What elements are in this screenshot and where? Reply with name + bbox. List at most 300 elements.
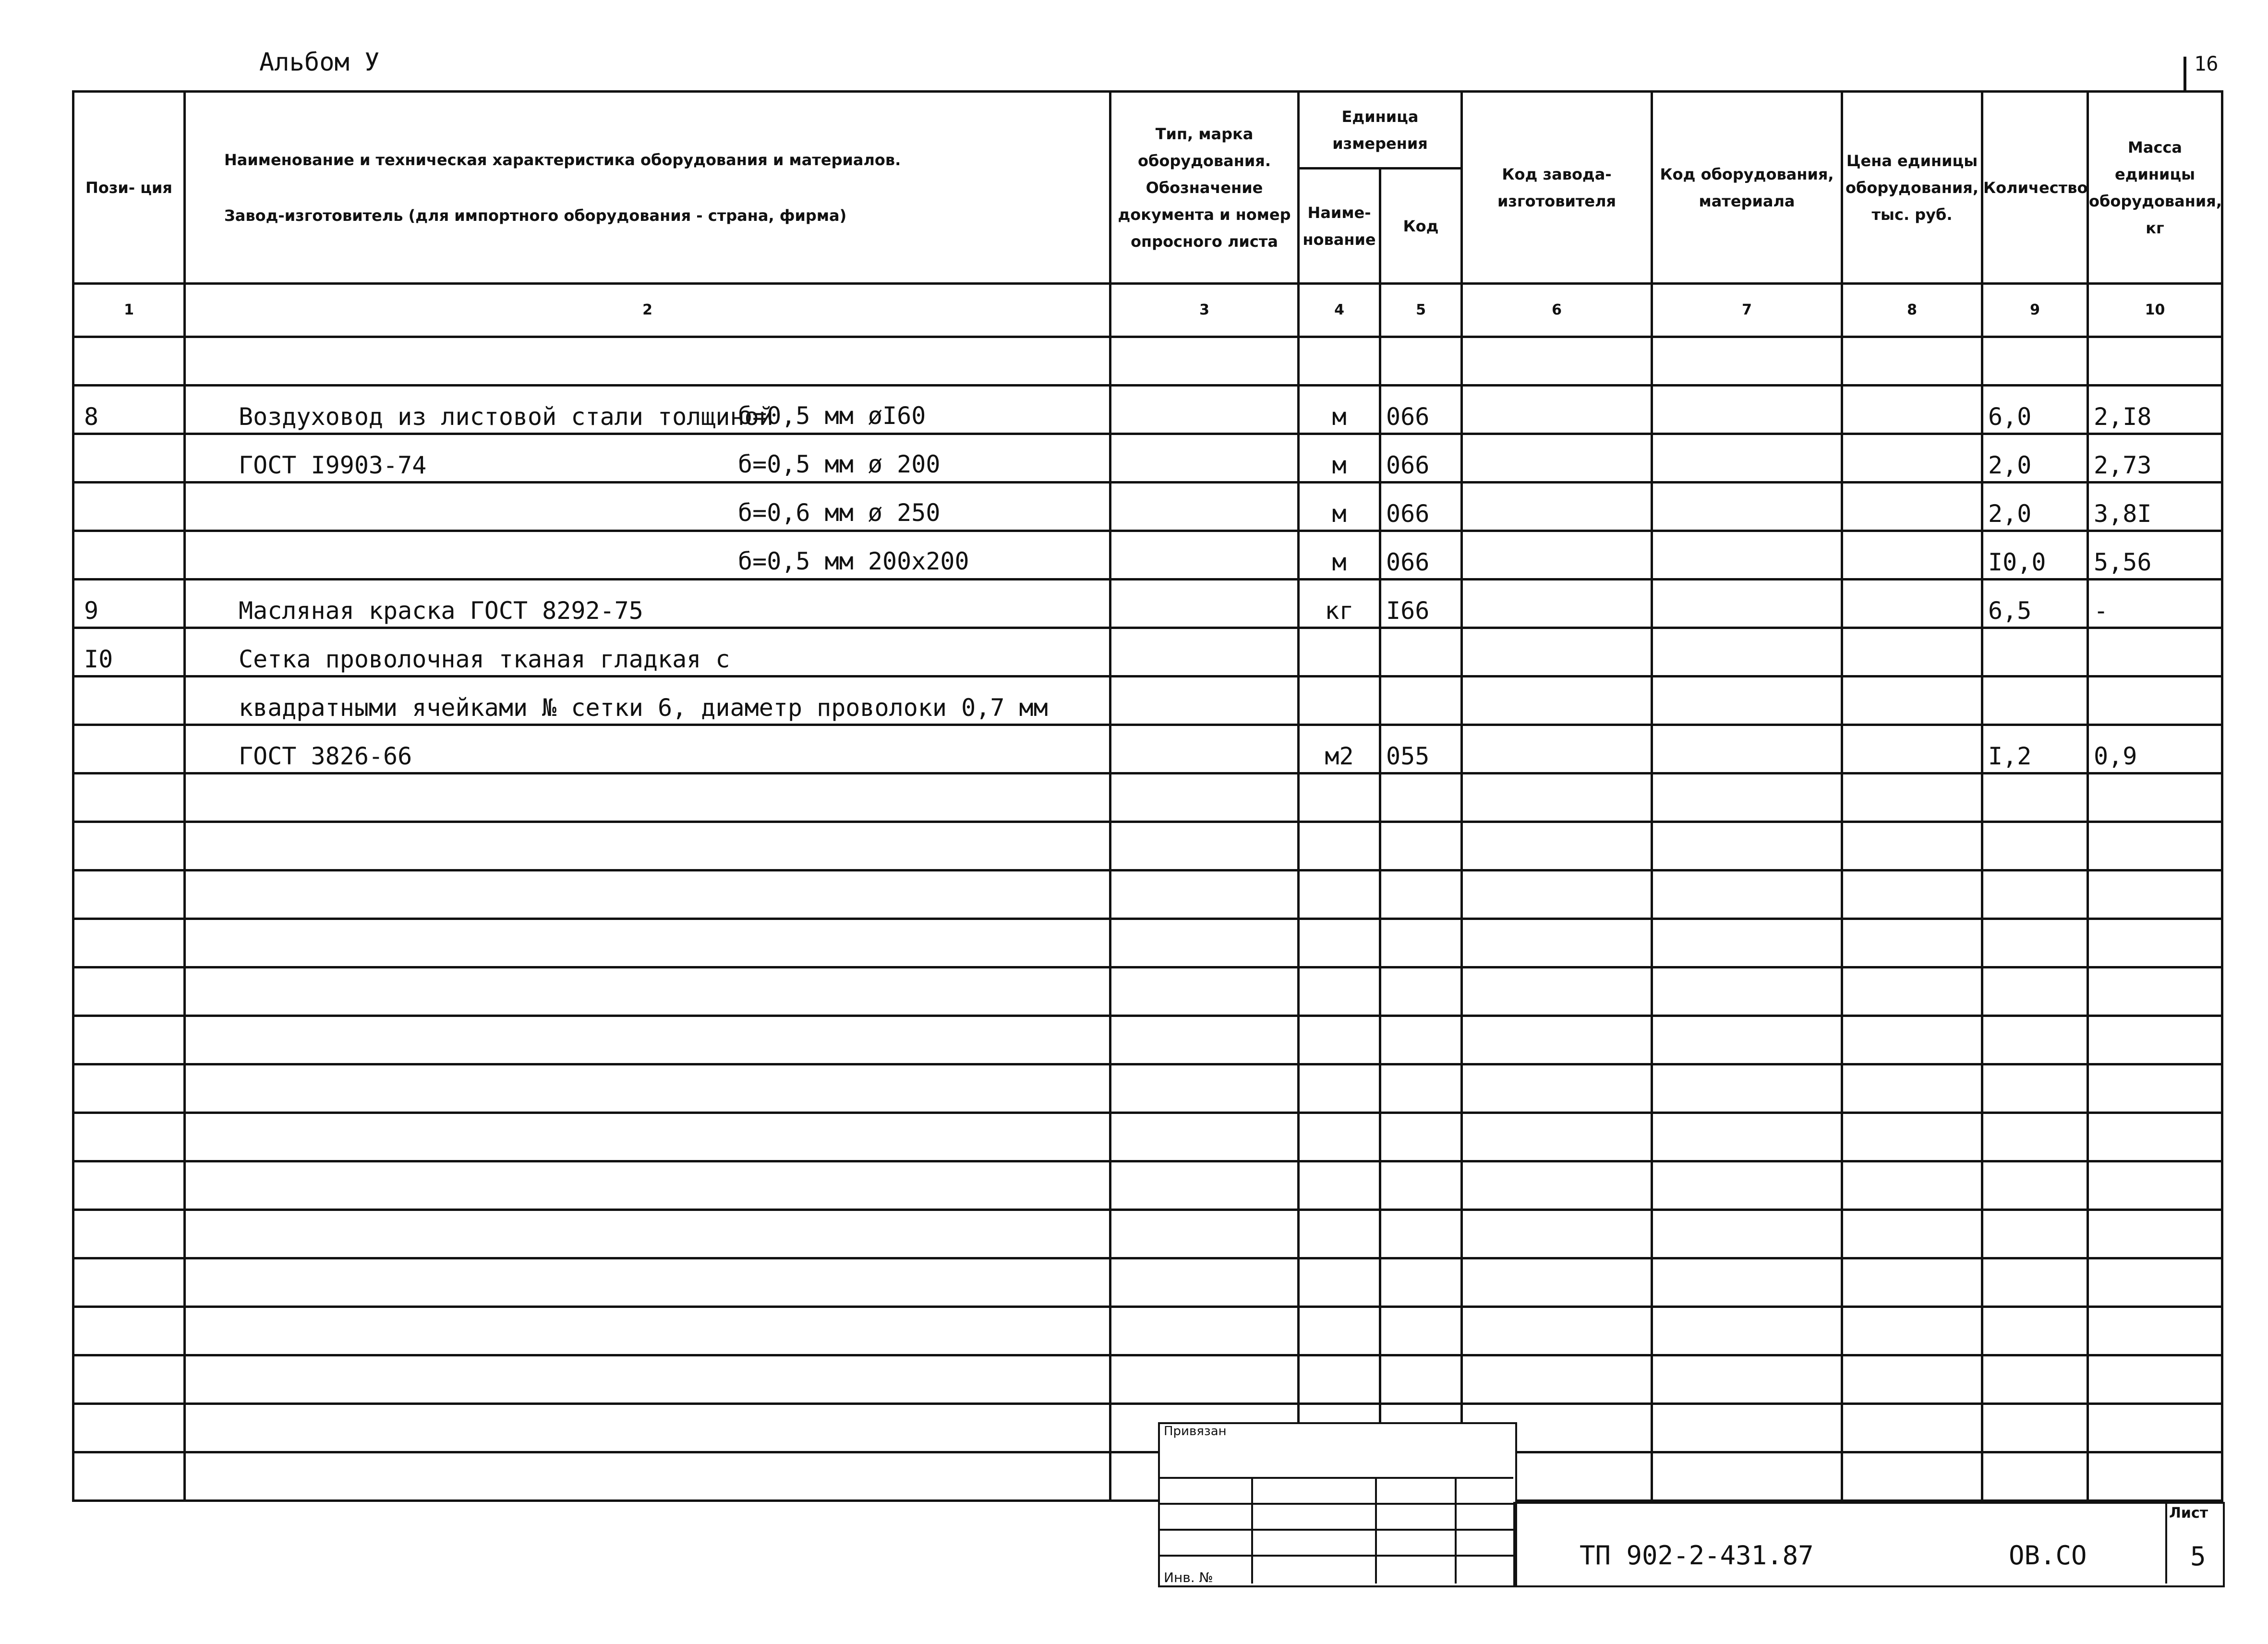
name-cell: [185, 628, 1110, 677]
name-cell: [185, 1210, 1110, 1258]
equipment-code-cell: [1652, 386, 1842, 434]
type-cell: [1110, 1161, 1299, 1210]
name-cell: [185, 531, 1110, 580]
name-cell: [185, 822, 1110, 870]
quantity-cell: [1982, 628, 2088, 677]
type-cell: [1110, 967, 1299, 1016]
column-number-cell: 8: [1842, 284, 1982, 337]
type-cell: [1110, 531, 1299, 580]
item-size-spec: б=0,6 мм ø 250: [738, 499, 941, 527]
table-row: [73, 774, 2222, 822]
quantity-cell: I0,0: [1982, 531, 2088, 580]
unit-name-cell: [1299, 677, 1380, 725]
equipment-code-cell: [1652, 1161, 1842, 1210]
unit-code-cell: [1380, 774, 1462, 822]
item-size-spec: б=0,5 мм øI60: [738, 402, 926, 430]
sheet-code: ОВ.СО: [2009, 1540, 2087, 1571]
table-row: [73, 1064, 2222, 1113]
equipment-code-cell: [1652, 1355, 1842, 1404]
name-cell: [185, 337, 1110, 386]
position-cell: [73, 1016, 185, 1064]
equipment-code-cell: [1652, 337, 1842, 386]
price-cell: [1842, 1307, 1982, 1355]
mass-cell: [2088, 774, 2222, 822]
unit-name-cell: м: [1299, 434, 1380, 483]
name-cell: [185, 725, 1110, 774]
position-cell: [73, 774, 185, 822]
unit-code-cell: [1380, 870, 1462, 919]
binding-stamp: [1158, 1422, 1517, 1587]
unit-code-cell: [1380, 1307, 1462, 1355]
maker-code-cell: [1462, 1113, 1652, 1161]
table-row: [73, 967, 2222, 1016]
position-cell: [73, 1355, 185, 1404]
column-number-cell: 6: [1462, 284, 1652, 337]
item-name: Масляная краска ГОСТ 8292-75: [239, 597, 643, 625]
type-cell: [1110, 1355, 1299, 1404]
name-cell: [185, 774, 1110, 822]
unit-code-cell: 055: [1380, 725, 1462, 774]
unit-code-cell: [1380, 1210, 1462, 1258]
position-cell: 8: [73, 386, 185, 434]
name-cell: [185, 967, 1110, 1016]
mass-cell: [2088, 870, 2222, 919]
quantity-cell: [1982, 337, 2088, 386]
table-row: [73, 1452, 2222, 1501]
unit-code-cell: 066: [1380, 531, 1462, 580]
header-position: Пози- ция: [73, 92, 185, 284]
maker-code-cell: [1462, 870, 1652, 919]
page-number: 16: [2194, 52, 2219, 75]
column-number-cell: 7: [1652, 284, 1842, 337]
unit-code-cell: [1380, 1064, 1462, 1113]
item-name: Сетка проволочная тканая гладкая с: [239, 645, 730, 673]
quantity-cell: [1982, 1355, 2088, 1404]
column-number-cell: 5: [1380, 284, 1462, 337]
table-row: [73, 1307, 2222, 1355]
unit-code-cell: I66: [1380, 580, 1462, 628]
unit-code-cell: 066: [1380, 483, 1462, 531]
unit-name-cell: [1299, 822, 1380, 870]
type-cell: [1110, 919, 1299, 967]
quantity-cell: [1982, 774, 2088, 822]
type-cell: [1110, 483, 1299, 531]
type-cell: [1110, 774, 1299, 822]
mass-cell: [2088, 1064, 2222, 1113]
price-cell: [1842, 386, 1982, 434]
type-cell: [1110, 1113, 1299, 1161]
item-name: квадратными ячейками № сетки 6, диаметр проволоки 0,7 мм: [239, 694, 1048, 722]
unit-code-cell: [1380, 1113, 1462, 1161]
unit-name-cell: [1299, 1016, 1380, 1064]
mass-cell: [2088, 628, 2222, 677]
mass-cell: [2088, 822, 2222, 870]
table-row: [73, 870, 2222, 919]
type-cell: [1110, 822, 1299, 870]
table-row: [73, 822, 2222, 870]
unit-name-cell: [1299, 628, 1380, 677]
stamp-grid: [1158, 1422, 1513, 1584]
quantity-cell: 6,5: [1982, 580, 2088, 628]
header-quantity: Количество: [1982, 92, 2088, 284]
table-row: [73, 628, 2222, 677]
unit-name-cell: [1299, 1258, 1380, 1307]
unit-code-cell: [1380, 677, 1462, 725]
unit-code-cell: [1380, 967, 1462, 1016]
equipment-code-cell: [1652, 483, 1842, 531]
price-cell: [1842, 1258, 1982, 1307]
maker-code-cell: [1462, 677, 1652, 725]
header-type: Тип, марка оборудования. Обозначение документа и номер опросного листа: [1110, 92, 1299, 284]
type-cell: [1110, 677, 1299, 725]
specification-table: [72, 90, 2223, 1502]
price-cell: [1842, 919, 1982, 967]
table-row: [73, 337, 2222, 386]
position-cell: [73, 531, 185, 580]
maker-code-cell: [1462, 822, 1652, 870]
column-number-cell: 9: [1982, 284, 2088, 337]
position-cell: [73, 725, 185, 774]
table-row: [73, 1113, 2222, 1161]
item-name: ГОСТ I9903-74: [239, 451, 427, 479]
price-cell: [1842, 822, 1982, 870]
equipment-code-cell: [1652, 1016, 1842, 1064]
type-cell: [1110, 725, 1299, 774]
position-cell: [73, 1064, 185, 1113]
unit-name-cell: [1299, 1307, 1380, 1355]
stamp-bound-label: Привязан: [1164, 1424, 1227, 1438]
position-cell: [73, 822, 185, 870]
header-name: [185, 92, 1110, 284]
price-cell: [1842, 870, 1982, 919]
page-number-mark: [2184, 57, 2186, 90]
header-unit-code: Код: [1380, 169, 1462, 284]
equipment-code-cell: [1652, 1258, 1842, 1307]
name-cell: [185, 1161, 1110, 1210]
type-cell: [1110, 434, 1299, 483]
price-cell: [1842, 677, 1982, 725]
equipment-code-cell: [1652, 1452, 1842, 1501]
unit-code-cell: [1380, 1161, 1462, 1210]
item-size-spec: б=0,5 мм 200x200: [738, 547, 969, 575]
header-name-line2: Завод-изготовитель (для импортного оборудования - страна, фирма): [224, 206, 847, 225]
quantity-cell: [1982, 870, 2088, 919]
quantity-cell: 6,0: [1982, 386, 2088, 434]
header-name-line1: Наименование и техническая характеристика оборудования и материалов.: [224, 150, 901, 169]
equipment-code-cell: [1652, 725, 1842, 774]
maker-code-cell: [1462, 774, 1652, 822]
position-cell: [73, 1307, 185, 1355]
unit-name-cell: кг: [1299, 580, 1380, 628]
maker-code-cell: [1462, 1161, 1652, 1210]
maker-code-cell: [1462, 628, 1652, 677]
type-cell: [1110, 580, 1299, 628]
mass-cell: [2088, 1452, 2222, 1501]
position-cell: [73, 677, 185, 725]
column-number-cell: 4: [1299, 284, 1380, 337]
equipment-code-cell: [1652, 1113, 1842, 1161]
column-number-cell: 1: [73, 284, 185, 337]
quantity-cell: [1982, 1161, 2088, 1210]
mass-cell: 2,I8: [2088, 386, 2222, 434]
position-cell: [73, 1258, 185, 1307]
price-cell: [1842, 531, 1982, 580]
unit-name-cell: [1299, 919, 1380, 967]
mass-cell: 5,56: [2088, 531, 2222, 580]
equipment-code-cell: [1652, 1404, 1842, 1452]
quantity-cell: [1982, 1404, 2088, 1452]
quantity-cell: [1982, 1452, 2088, 1501]
price-cell: [1842, 1016, 1982, 1064]
equipment-code-cell: [1652, 1064, 1842, 1113]
price-cell: [1842, 1452, 1982, 1501]
table-row: [73, 434, 2222, 483]
unit-name-cell: [1299, 774, 1380, 822]
name-cell: [185, 434, 1110, 483]
quantity-cell: [1982, 822, 2088, 870]
type-cell: [1110, 337, 1299, 386]
price-cell: [1842, 1161, 1982, 1210]
quantity-cell: [1982, 1016, 2088, 1064]
mass-cell: [2088, 337, 2222, 386]
price-cell: [1842, 1113, 1982, 1161]
maker-code-cell: [1462, 967, 1652, 1016]
unit-code-cell: [1380, 628, 1462, 677]
price-cell: [1842, 580, 1982, 628]
price-cell: [1842, 1355, 1982, 1404]
header-unit-name: Наиме-нование: [1299, 169, 1380, 284]
quantity-cell: [1982, 967, 2088, 1016]
type-cell: [1110, 1307, 1299, 1355]
position-cell: [73, 1161, 185, 1210]
price-cell: [1842, 434, 1982, 483]
mass-cell: [2088, 1258, 2222, 1307]
position-cell: [73, 1113, 185, 1161]
quantity-cell: [1982, 1064, 2088, 1113]
maker-code-cell: [1462, 1258, 1652, 1307]
name-cell: [185, 1064, 1110, 1113]
name-cell: [185, 1355, 1110, 1404]
header-price: Цена единицы оборудования, тыс. руб.: [1842, 92, 1982, 284]
price-cell: [1842, 1064, 1982, 1113]
name-cell: [185, 677, 1110, 725]
maker-code-cell: [1462, 434, 1652, 483]
unit-code-cell: [1380, 919, 1462, 967]
type-cell: [1110, 1210, 1299, 1258]
name-cell: [185, 1404, 1110, 1452]
table-row: [73, 386, 2222, 434]
unit-name-cell: м2: [1299, 725, 1380, 774]
unit-name-cell: [1299, 337, 1380, 386]
name-cell: [185, 580, 1110, 628]
item-name: ГОСТ 3826-66: [239, 742, 412, 770]
maker-code-cell: [1462, 337, 1652, 386]
table-row: [73, 483, 2222, 531]
sheet-label: Лист: [2169, 1505, 2208, 1522]
unit-name-cell: [1299, 1210, 1380, 1258]
sheet-number: 5: [2190, 1541, 2206, 1571]
maker-code-cell: [1462, 1355, 1652, 1404]
maker-code-cell: [1462, 580, 1652, 628]
mass-cell: [2088, 1307, 2222, 1355]
name-cell: [185, 1113, 1110, 1161]
quantity-cell: [1982, 1113, 2088, 1161]
name-cell: [185, 1452, 1110, 1501]
position-cell: [73, 1404, 185, 1452]
item-size-spec: б=0,5 мм ø 200: [738, 450, 941, 478]
quantity-cell: 2,0: [1982, 483, 2088, 531]
price-cell: [1842, 483, 1982, 531]
maker-code-cell: [1462, 725, 1652, 774]
table-row: [73, 1404, 2222, 1452]
table-row: [73, 1258, 2222, 1307]
mass-cell: [2088, 1113, 2222, 1161]
maker-code-cell: [1462, 919, 1652, 967]
mass-cell: [2088, 1355, 2222, 1404]
maker-code-cell: [1462, 386, 1652, 434]
name-cell: [185, 1307, 1110, 1355]
equipment-code-cell: [1652, 1307, 1842, 1355]
maker-code-cell: [1462, 1210, 1652, 1258]
price-cell: [1842, 1210, 1982, 1258]
name-cell: [185, 1258, 1110, 1307]
unit-name-cell: [1299, 1161, 1380, 1210]
price-cell: [1842, 774, 1982, 822]
table-row: [73, 1016, 2222, 1064]
mass-cell: [2088, 1210, 2222, 1258]
header-mass: Масса единицы оборудования, кг: [2088, 92, 2222, 284]
quantity-cell: [1982, 1210, 2088, 1258]
mass-cell: [2088, 919, 2222, 967]
mass-cell: 2,73: [2088, 434, 2222, 483]
name-cell: [185, 919, 1110, 967]
table-row: [73, 580, 2222, 628]
unit-code-cell: [1380, 1355, 1462, 1404]
mass-cell: [2088, 967, 2222, 1016]
price-cell: [1842, 967, 1982, 1016]
quantity-cell: I,2: [1982, 725, 2088, 774]
type-cell: [1110, 1064, 1299, 1113]
equipment-code-cell: [1652, 774, 1842, 822]
stamp-inventory-label: Инв. №: [1164, 1570, 1213, 1585]
table-row: [73, 1355, 2222, 1404]
header-maker-code: Код завода-изготовителя: [1462, 92, 1652, 284]
name-cell: [185, 483, 1110, 531]
quantity-cell: [1982, 677, 2088, 725]
quantity-cell: 2,0: [1982, 434, 2088, 483]
table-row: [73, 725, 2222, 774]
column-number-cell: 10: [2088, 284, 2222, 337]
table-row: [73, 531, 2222, 580]
equipment-code-cell: [1652, 967, 1842, 1016]
name-cell: [185, 1016, 1110, 1064]
maker-code-cell: [1462, 483, 1652, 531]
equipment-code-cell: [1652, 628, 1842, 677]
unit-name-cell: м: [1299, 483, 1380, 531]
position-cell: [73, 1210, 185, 1258]
unit-code-cell: [1380, 1016, 1462, 1064]
table-row: [73, 677, 2222, 725]
unit-code-cell: [1380, 1258, 1462, 1307]
price-cell: [1842, 725, 1982, 774]
equipment-code-cell: [1652, 822, 1842, 870]
price-cell: [1842, 628, 1982, 677]
type-cell: [1110, 870, 1299, 919]
position-cell: [73, 919, 185, 967]
unit-name-cell: м: [1299, 531, 1380, 580]
name-cell: [185, 870, 1110, 919]
position-cell: I0: [73, 628, 185, 677]
name-cell: [185, 386, 1110, 434]
unit-name-cell: [1299, 1064, 1380, 1113]
mass-cell: 0,9: [2088, 725, 2222, 774]
table-row: [73, 1161, 2222, 1210]
type-cell: [1110, 1016, 1299, 1064]
position-cell: [73, 483, 185, 531]
album-title: Альбом У: [259, 48, 380, 77]
item-name: Воздуховод из листовой стали толщиной: [239, 403, 773, 431]
quantity-cell: [1982, 1307, 2088, 1355]
price-cell: [1842, 1404, 1982, 1452]
unit-name-cell: м: [1299, 386, 1380, 434]
position-cell: [73, 434, 185, 483]
unit-name-cell: [1299, 1355, 1380, 1404]
table-row: [73, 919, 2222, 967]
unit-name-cell: [1299, 1113, 1380, 1161]
equipment-code-cell: [1652, 1210, 1842, 1258]
position-cell: 9: [73, 580, 185, 628]
quantity-cell: [1982, 919, 2088, 967]
maker-code-cell: [1462, 1016, 1652, 1064]
equipment-code-cell: [1652, 677, 1842, 725]
maker-code-cell: [1462, 1307, 1652, 1355]
unit-code-cell: 066: [1380, 386, 1462, 434]
unit-code-cell: 066: [1380, 434, 1462, 483]
equipment-code-cell: [1652, 919, 1842, 967]
unit-name-cell: [1299, 967, 1380, 1016]
mass-cell: [2088, 1404, 2222, 1452]
column-number-cell: 2: [185, 284, 1110, 337]
unit-name-cell: [1299, 870, 1380, 919]
equipment-code-cell: [1652, 870, 1842, 919]
mass-cell: [2088, 1016, 2222, 1064]
mass-cell: -: [2088, 580, 2222, 628]
position-cell: [73, 337, 185, 386]
quantity-cell: [1982, 1258, 2088, 1307]
position-cell: [73, 1452, 185, 1501]
mass-cell: [2088, 677, 2222, 725]
document-number: ТП 902-2-431.87: [1580, 1540, 1814, 1571]
type-cell: [1110, 386, 1299, 434]
mass-cell: 3,8I: [2088, 483, 2222, 531]
mass-cell: [2088, 1161, 2222, 1210]
position-cell: [73, 870, 185, 919]
column-number-cell: 3: [1110, 284, 1299, 337]
price-cell: [1842, 337, 1982, 386]
type-cell: [1110, 1258, 1299, 1307]
maker-code-cell: [1462, 1064, 1652, 1113]
header-equipment-code: Код оборудования, материала: [1652, 92, 1842, 284]
position-cell: [73, 967, 185, 1016]
equipment-code-cell: [1652, 434, 1842, 483]
unit-code-cell: [1380, 337, 1462, 386]
header-unit: Единица измерения: [1299, 92, 1462, 169]
type-cell: [1110, 628, 1299, 677]
equipment-code-cell: [1652, 531, 1842, 580]
maker-code-cell: [1462, 531, 1652, 580]
table-row: [73, 1210, 2222, 1258]
equipment-code-cell: [1652, 580, 1842, 628]
